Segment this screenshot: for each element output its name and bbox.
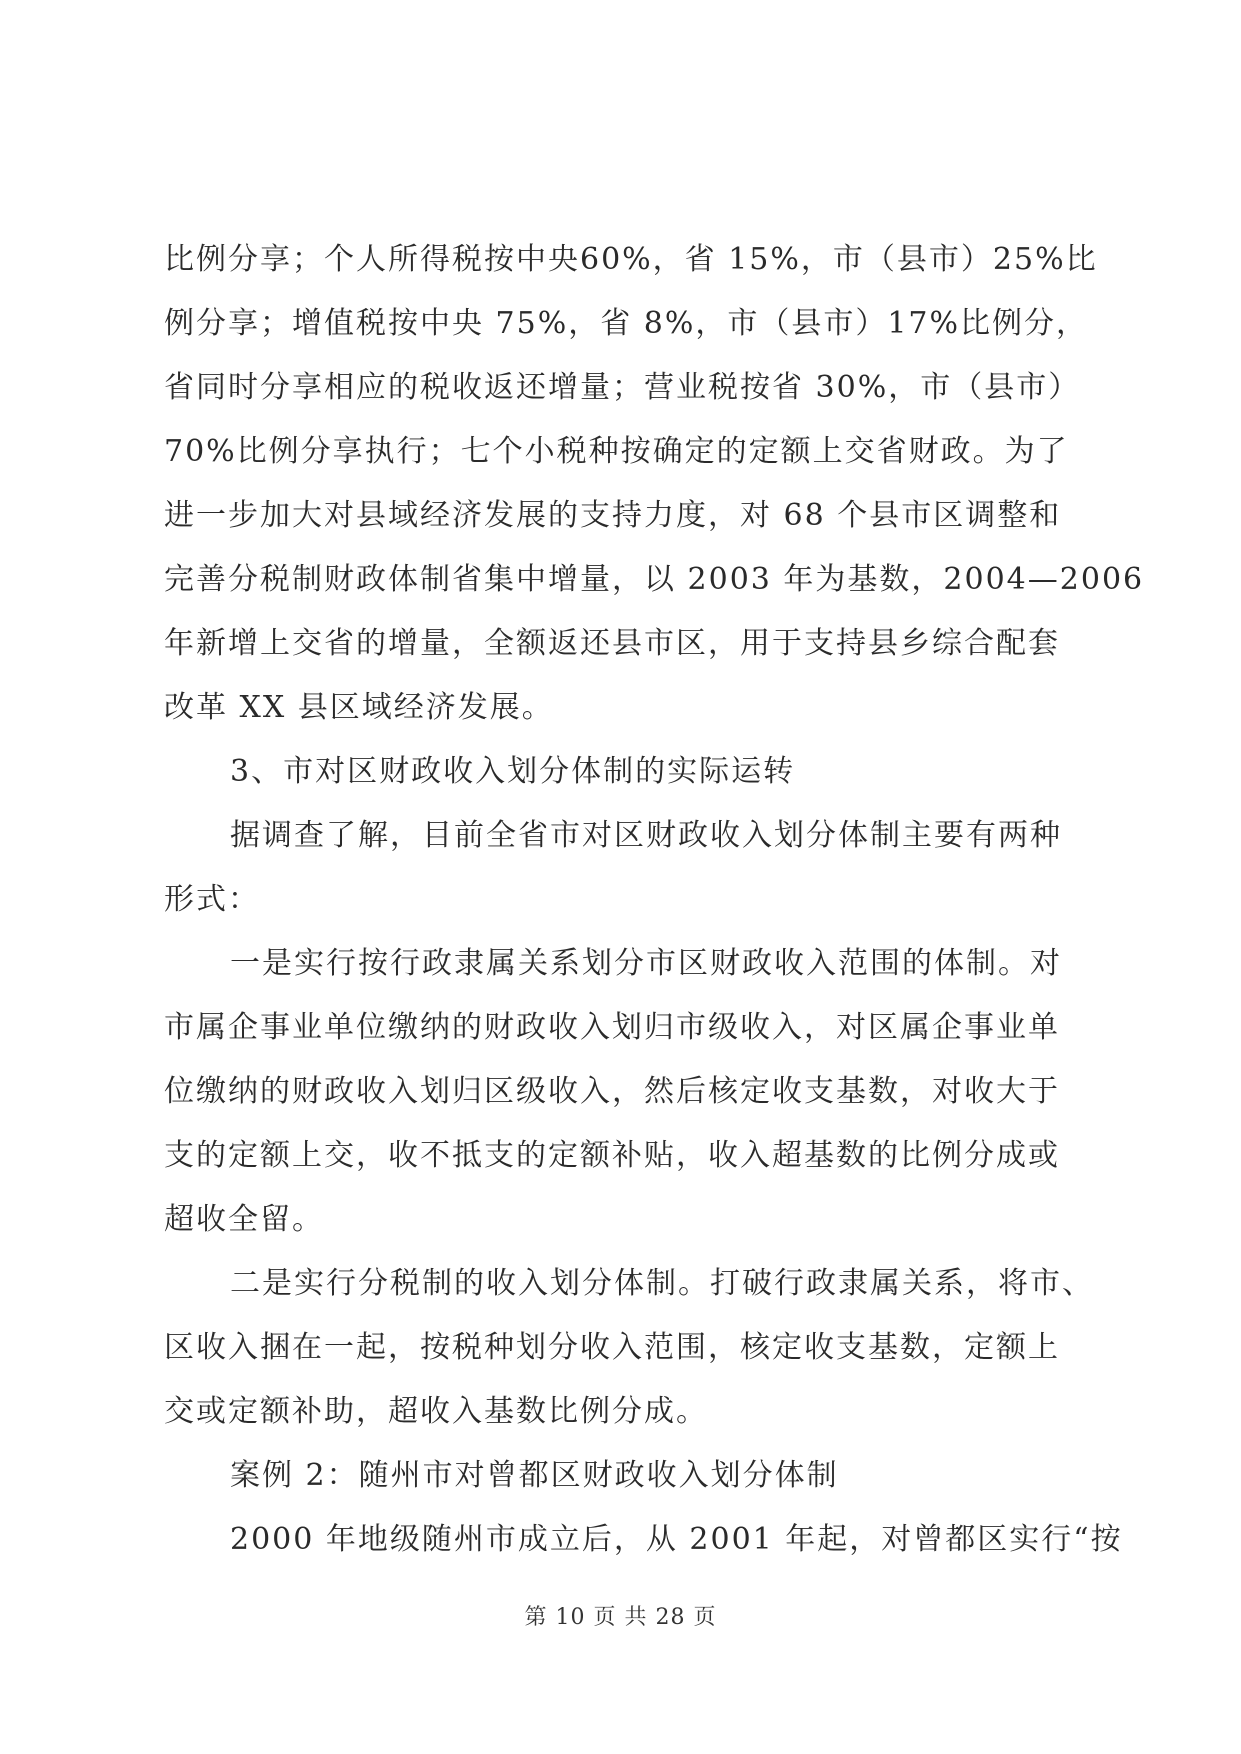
- text-line: 完善分税制财政体制省集中增量，以 2003 年为基数，2004—2006: [164, 562, 1145, 597]
- text-line: 二是实行分税制的收入划分体制。打破行政隶属关系，将市、: [230, 1266, 1094, 1301]
- text-line: 形式：: [164, 882, 260, 917]
- section-heading: 3、市对区财政收入划分体制的实际运转: [230, 754, 796, 789]
- page-number: 第 10 页 共 28 页: [524, 1605, 717, 1630]
- case-heading: 案例 2：随州市对曾都区财政收入划分体制: [230, 1458, 839, 1493]
- text-line: 进一步加大对县域经济发展的支持力度，对 68 个县市区调整和: [164, 498, 1062, 533]
- text-line: 交或定额补助，超收入基数比例分成。: [164, 1394, 708, 1429]
- text-line: 比例分享；个人所得税按中央60%，省 15%，市（县市）25%比: [164, 242, 1098, 277]
- document-body: [164, 228, 1145, 1572]
- text-line: 区收入捆在一起，按税种划分收入范围，核定收支基数，定额上: [164, 1330, 1060, 1365]
- text-line: 年新增上交省的增量，全额返还县市区，用于支持县乡综合配套: [164, 626, 1060, 661]
- text-line: 一是实行按行政隶属关系划分市区财政收入范围的体制。对: [230, 946, 1062, 981]
- text-line: 市属企事业单位缴纳的财政收入划归市级收入，对区属企事业单: [164, 1010, 1060, 1045]
- text-line: 改革 XX 县区域经济发展。: [164, 690, 554, 725]
- text-line: 例分享；增值税按中央 75%，省 8%，市（县市）17%比例分，: [164, 306, 1089, 341]
- text-line: 支的定额上交，收不抵支的定额补贴，收入超基数的比例分成或: [164, 1138, 1060, 1173]
- text-line: 位缴纳的财政收入划归区级收入，然后核定收支基数，对收大于: [164, 1074, 1060, 1109]
- text-line: 超收全留。: [164, 1202, 324, 1237]
- text-line: 省同时分享相应的税收返还增量；营业税按省 30%，市（县市）: [164, 370, 1081, 405]
- text-line: 70%比例分享执行；七个小税种按确定的定额上交省财政。为了: [164, 434, 1069, 469]
- text-line: 据调查了解，目前全省市对区财政收入划分体制主要有两种: [230, 818, 1062, 853]
- text-line: 2000 年地级随州市成立后，从 2001 年起，对曾都区实行“按: [230, 1522, 1123, 1557]
